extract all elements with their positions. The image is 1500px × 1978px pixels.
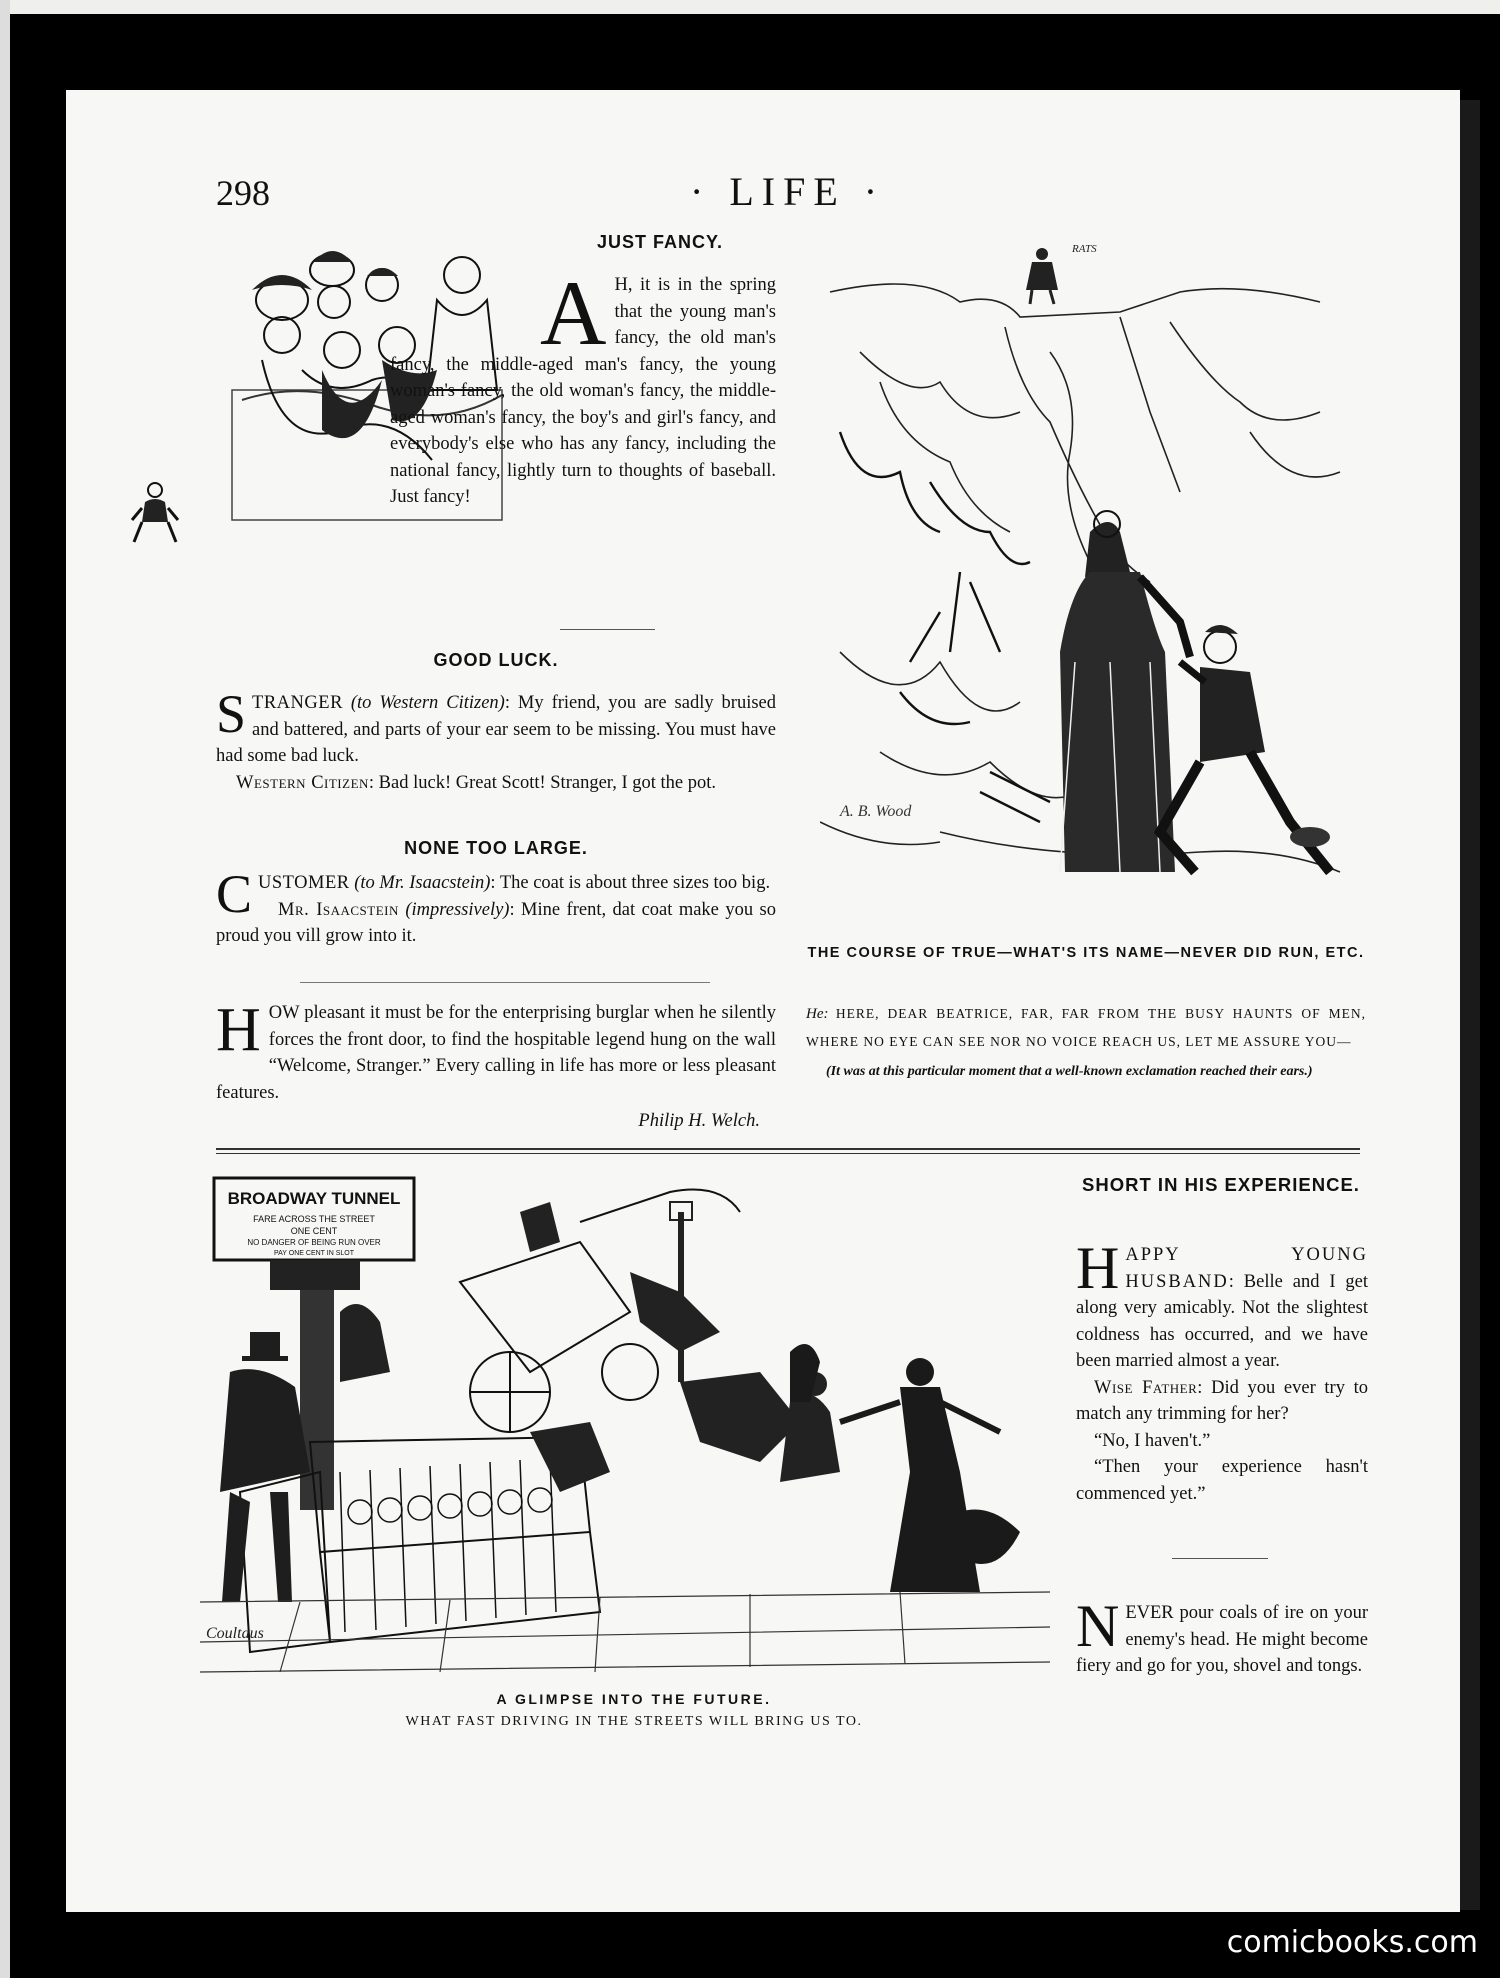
coals-body: EVER pour coals of ire on your enemy's head. He might become fiery and go for you, shovel and tongs. (1076, 1603, 1368, 1676)
dialogue: : Bad luck! Great Scott! Stranger, I got the pot. (368, 772, 716, 793)
dialogue: “No, I haven't.” (1094, 1430, 1211, 1451)
dialogue: : Did you ever try to match any trimming for her? (1076, 1377, 1368, 1424)
future-subcaption: WHAT FAST DRIVING IN THE STREETS WILL BRING US TO. (405, 1714, 863, 1729)
dialogue: : Mine frent, dat coat make you so proud you vill grow into it. (216, 899, 776, 946)
short-experience-article (1076, 1235, 1368, 1507)
just-fancy-article (390, 262, 776, 511)
future-caption: A GLIMPSE INTO THE FUTURE. (496, 1691, 772, 1707)
sign-line: ONE CENT (290, 1226, 338, 1236)
none-too-large-article (216, 864, 776, 950)
scan-top-strip (0, 0, 1500, 14)
aside: (It was at this particular moment that a well-known exclamation reached their ears.) (826, 1064, 1313, 1079)
scan-left-strip (0, 0, 10, 1978)
just-fancy-body: H, it is in the spring that the young man's fancy, the old man's fancy, the middle-aged man's fancy, the young woman's fancy, the old woman's fancy, the middle-aged woman's fancy, the boy's and girl's fancy, and everybody's else who has any fancy, including the national fancy, lightly turn to thoughts of baseball. Just fancy! (390, 275, 776, 507)
speaker: He: (806, 1006, 829, 1022)
page-number: 298 (216, 173, 270, 213)
drop-cap: N (1076, 1593, 1120, 1659)
artist-signature: A. B. Wood (840, 803, 912, 820)
section-rule (216, 1153, 1360, 1154)
stage-direction: (to Mr. Isaacstein) (354, 873, 491, 893)
watermark: comicbooks.com (1226, 1925, 1478, 1960)
speaker: APPY YOUNG HUSBAND (1125, 1245, 1368, 1292)
section-rule (216, 1148, 1360, 1150)
course-caption: THE COURSE OF TRUE—WHAT'S ITS NAME—NEVER DID RUN, ETC. (807, 945, 1365, 961)
sign-line: PAY ONE CENT IN SLOT (273, 1250, 355, 1257)
speech: HERE, DEAR BEATRICE, FAR, FAR FROM THE BUSY HAUNTS OF MEN, WHERE NO EYE CAN SEE NOR NO VOICE REACH US, LET ME ASSURE YOU— (806, 1006, 1366, 1049)
course-of-love-cartoon (820, 232, 1360, 922)
divider (300, 982, 710, 983)
sign-title: BROADWAY TUNNEL (227, 1189, 401, 1208)
good-luck-article (216, 684, 776, 796)
drop-cap: A (540, 262, 607, 364)
rats-sign-text: RATS (1072, 243, 1097, 255)
artist-signature: Coultaus (206, 1625, 264, 1642)
dialogue: : The coat is about three sizes too big. (490, 873, 771, 893)
drop-cap: H (216, 996, 261, 1064)
speaker: USTOMER (258, 873, 350, 893)
none-too-large-title: NONE TOO LARGE. (404, 838, 588, 858)
stage-direction: (to Western Citizen) (350, 693, 505, 713)
drop-cap: S (216, 684, 247, 744)
dialogue: : Belle and I get along very amicably. Not the slightest coldness has occurred, and we have been married almost a year. (1076, 1271, 1368, 1371)
drop-cap: H (1076, 1235, 1120, 1301)
speaker: Wise Father (1094, 1377, 1198, 1398)
good-luck-title: GOOD LUCK. (433, 650, 559, 670)
coals-paragraph (1076, 1593, 1368, 1680)
divider (560, 629, 655, 630)
drop-cap: C (216, 864, 253, 924)
sign-line: NO DANGER OF BEING RUN OVER (247, 1238, 381, 1247)
stage-direction: (impressively) (405, 899, 510, 920)
dialogue: : My friend, you are sadly bruised and battered, and parts of your ear seem to be missing. You must have had some bad luck. (216, 693, 776, 766)
sign-line: FARE ACROSS THE STREET (253, 1214, 375, 1224)
speaker: Mr. Isaacstein (278, 899, 399, 920)
burglar-body: OW pleasant it must be for the enterprising burglar when he silently forces the front door, to find the hospitable legend hung on the wall “Welcome, Stranger.” Every calling in life has more or less pleasant features. (216, 1003, 776, 1103)
author-signature: Philip H. Welch. (638, 1111, 760, 1131)
page-binding-edge (1460, 100, 1480, 1910)
speaker: TRANGER (252, 693, 343, 713)
divider (1172, 1558, 1268, 1559)
speaker: Western Citizen (236, 772, 369, 793)
burglar-paragraph (216, 996, 776, 1135)
course-dialogue (806, 1000, 1366, 1085)
masthead: · LIFE · (690, 169, 886, 214)
baseball-player-margin-illustration (130, 480, 180, 550)
dialogue: “Then your experience hasn't commenced yet.” (1076, 1457, 1368, 1504)
short-experience-title: SHORT IN HIS EXPERIENCE. (1082, 1174, 1360, 1195)
glimpse-into-future-cartoon (200, 1172, 1050, 1692)
just-fancy-title: JUST FANCY. (596, 232, 724, 252)
